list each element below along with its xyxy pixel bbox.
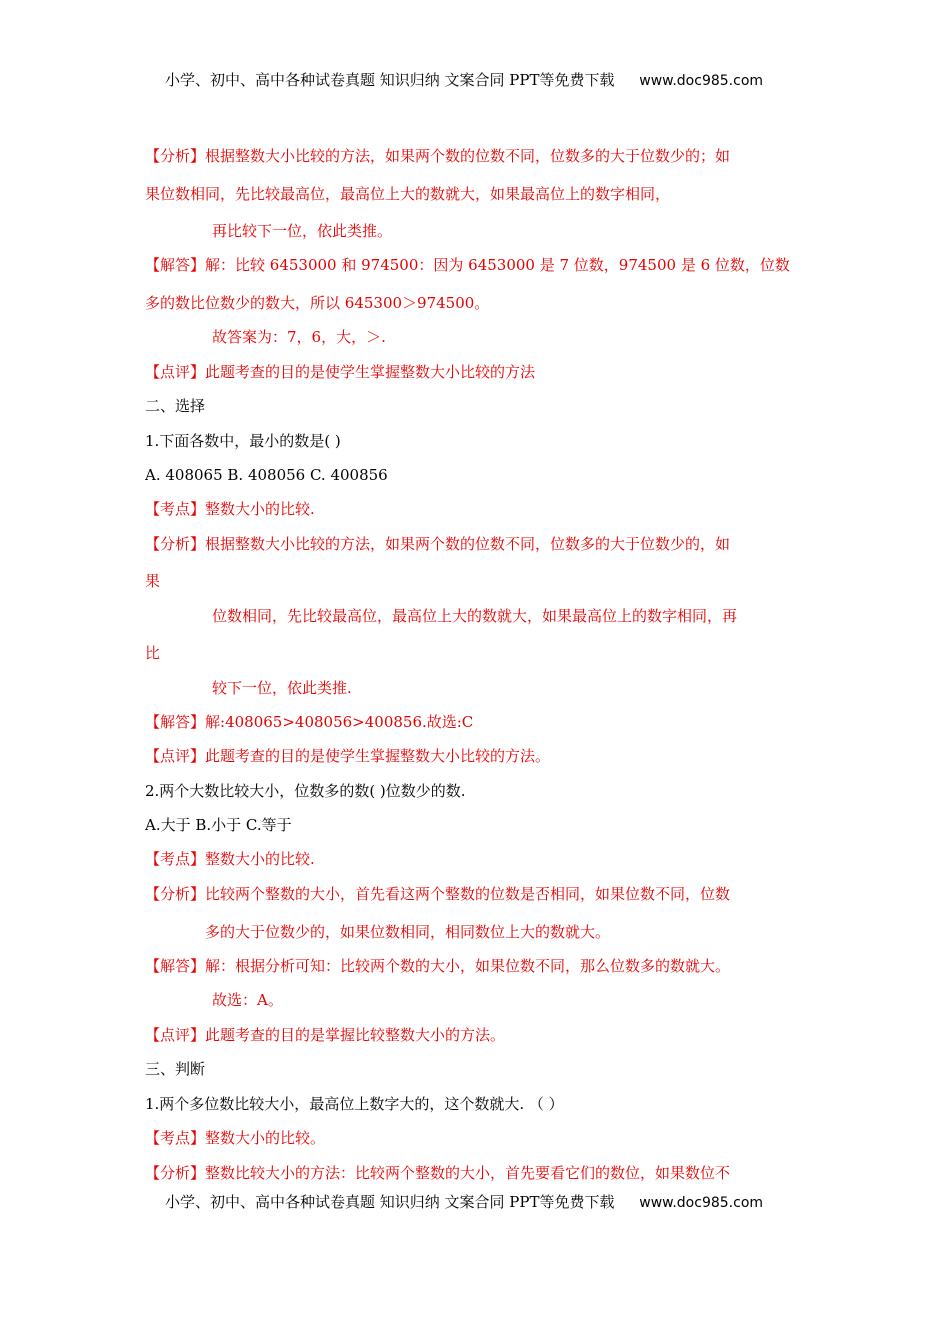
analysis-tag: 【分析】 (145, 535, 206, 553)
analysis-line (145, 184, 810, 204)
answer-text: 解：根据分析可知：比较两个数的大小，如果位数不同，那么位数多的数就大。 (205, 957, 731, 975)
comment-line (145, 362, 810, 382)
comment-text: 此题考查的目的是使学生掌握整数大小比较的方法。 (205, 747, 551, 765)
comment-line (145, 746, 810, 766)
answer-text: 故选：A。 (212, 991, 283, 1009)
analysis-line (205, 922, 810, 942)
analysis-text: 多的大于位数少的，如果位数相同，相同数位上大的数就大。 (205, 923, 611, 941)
question-text: 1.两个多位数比较大小，最高位上数字大的，这个数就大. （ ） (145, 1095, 564, 1113)
analysis-text: 果位数相同，先比较最高位，最高位上大的数就大，如果最高位上的数字相同， (145, 185, 671, 203)
analysis-line (145, 146, 810, 166)
footer-site-link[interactable]: www.doc985.com (639, 1195, 764, 1211)
analysis-text: 根据整数大小比较的方法，如果两个数的位数不同，位数多的大于位数少的；如 (205, 147, 731, 165)
answer-text: 故答案为：7，6，大，＞. (212, 328, 386, 346)
answer-line (145, 293, 810, 313)
comment-tag: 【点评】 (145, 363, 206, 381)
answer-tag: 【解答】 (145, 713, 206, 731)
analysis-text: 较下一位，依此类推. (212, 679, 352, 697)
question-text: 1.下面各数中，最小的数是( ) (145, 432, 341, 450)
analysis-text: 再比较下一位，依此类推。 (212, 222, 393, 240)
page-header (165, 69, 763, 90)
footer-text: 小学、初中、高中各种试卷真题 知识归纳 文案合同 PPT等免费下载 (165, 1193, 615, 1211)
comment-line (145, 1025, 810, 1045)
analysis-line (145, 643, 810, 663)
point-tag: 【考点】 (145, 500, 206, 518)
analysis-text: 整数比较大小的方法：比较两个整数的大小，首先要看它们的数位，如果数位不 (205, 1164, 731, 1182)
analysis-text: 比较两个整数的大小，首先看这两个整数的位数是否相同，如果位数不同，位数 (205, 885, 731, 903)
header-text: 小学、初中、高中各种试卷真题 知识归纳 文案合同 PPT等免费下载 (165, 71, 615, 89)
point-text: 整数大小的比较. (205, 850, 315, 868)
question-options: A.大于 B.小于 C.等于 (145, 816, 292, 834)
analysis-text: 位数相同，先比较最高位，最高位上大的数就大，如果最高位上的数字相同，再 (212, 607, 738, 625)
point-line (145, 499, 810, 519)
section-title: 三、判断 (145, 1060, 206, 1078)
answer-line (145, 712, 810, 732)
answer-text: 解：比较 6453000 和 974500：因为 6453000 是 7 位数，974500 是 6 位数，位数 (205, 256, 790, 274)
comment-text: 此题考查的目的是掌握比较整数大小的方法。 (205, 1026, 506, 1044)
analysis-line (212, 221, 810, 241)
question-options: A. 408065 B. 408056 C. 400856 (145, 466, 388, 484)
section-title: 二、选择 (145, 397, 206, 415)
analysis-text: 比 (145, 644, 161, 662)
header-site-link[interactable]: www.doc985.com (639, 73, 764, 89)
analysis-line (145, 534, 810, 554)
point-text: 整数大小的比较. (205, 500, 315, 518)
answer-line (212, 990, 810, 1010)
comment-text: 此题考查的目的是使学生掌握整数大小比较的方法 (205, 363, 536, 381)
answer-line (145, 255, 810, 275)
analysis-line (145, 571, 810, 591)
analysis-text: 果 (145, 572, 161, 590)
answer-tag: 【解答】 (145, 957, 206, 975)
answer-text: 解:408065>408056>400856.故选:C (205, 713, 474, 731)
page-footer (165, 1191, 763, 1212)
answer-line (212, 327, 810, 347)
comment-tag: 【点评】 (145, 1026, 206, 1044)
analysis-line (145, 1163, 810, 1183)
answer-tag: 【解答】 (145, 256, 206, 274)
point-tag: 【考点】 (145, 1129, 206, 1147)
analysis-tag: 【分析】 (145, 885, 206, 903)
point-tag: 【考点】 (145, 850, 206, 868)
analysis-line (212, 606, 810, 626)
point-line (145, 849, 810, 869)
comment-tag: 【点评】 (145, 747, 206, 765)
analysis-line (145, 884, 810, 904)
answer-line (145, 956, 810, 976)
analysis-tag: 【分析】 (145, 147, 206, 165)
analysis-tag: 【分析】 (145, 1164, 206, 1182)
answer-text: 多的数比位数少的数大，所以 645300＞974500。 (145, 294, 490, 312)
analysis-line (212, 678, 810, 698)
point-line (145, 1128, 810, 1148)
question-text: 2.两个大数比较大小，位数多的数( )位数少的数. (145, 782, 466, 800)
analysis-text: 根据整数大小比较的方法，如果两个数的位数不同，位数多的大于位数少的，如 (205, 535, 731, 553)
point-text: 整数大小的比较。 (205, 1129, 326, 1147)
